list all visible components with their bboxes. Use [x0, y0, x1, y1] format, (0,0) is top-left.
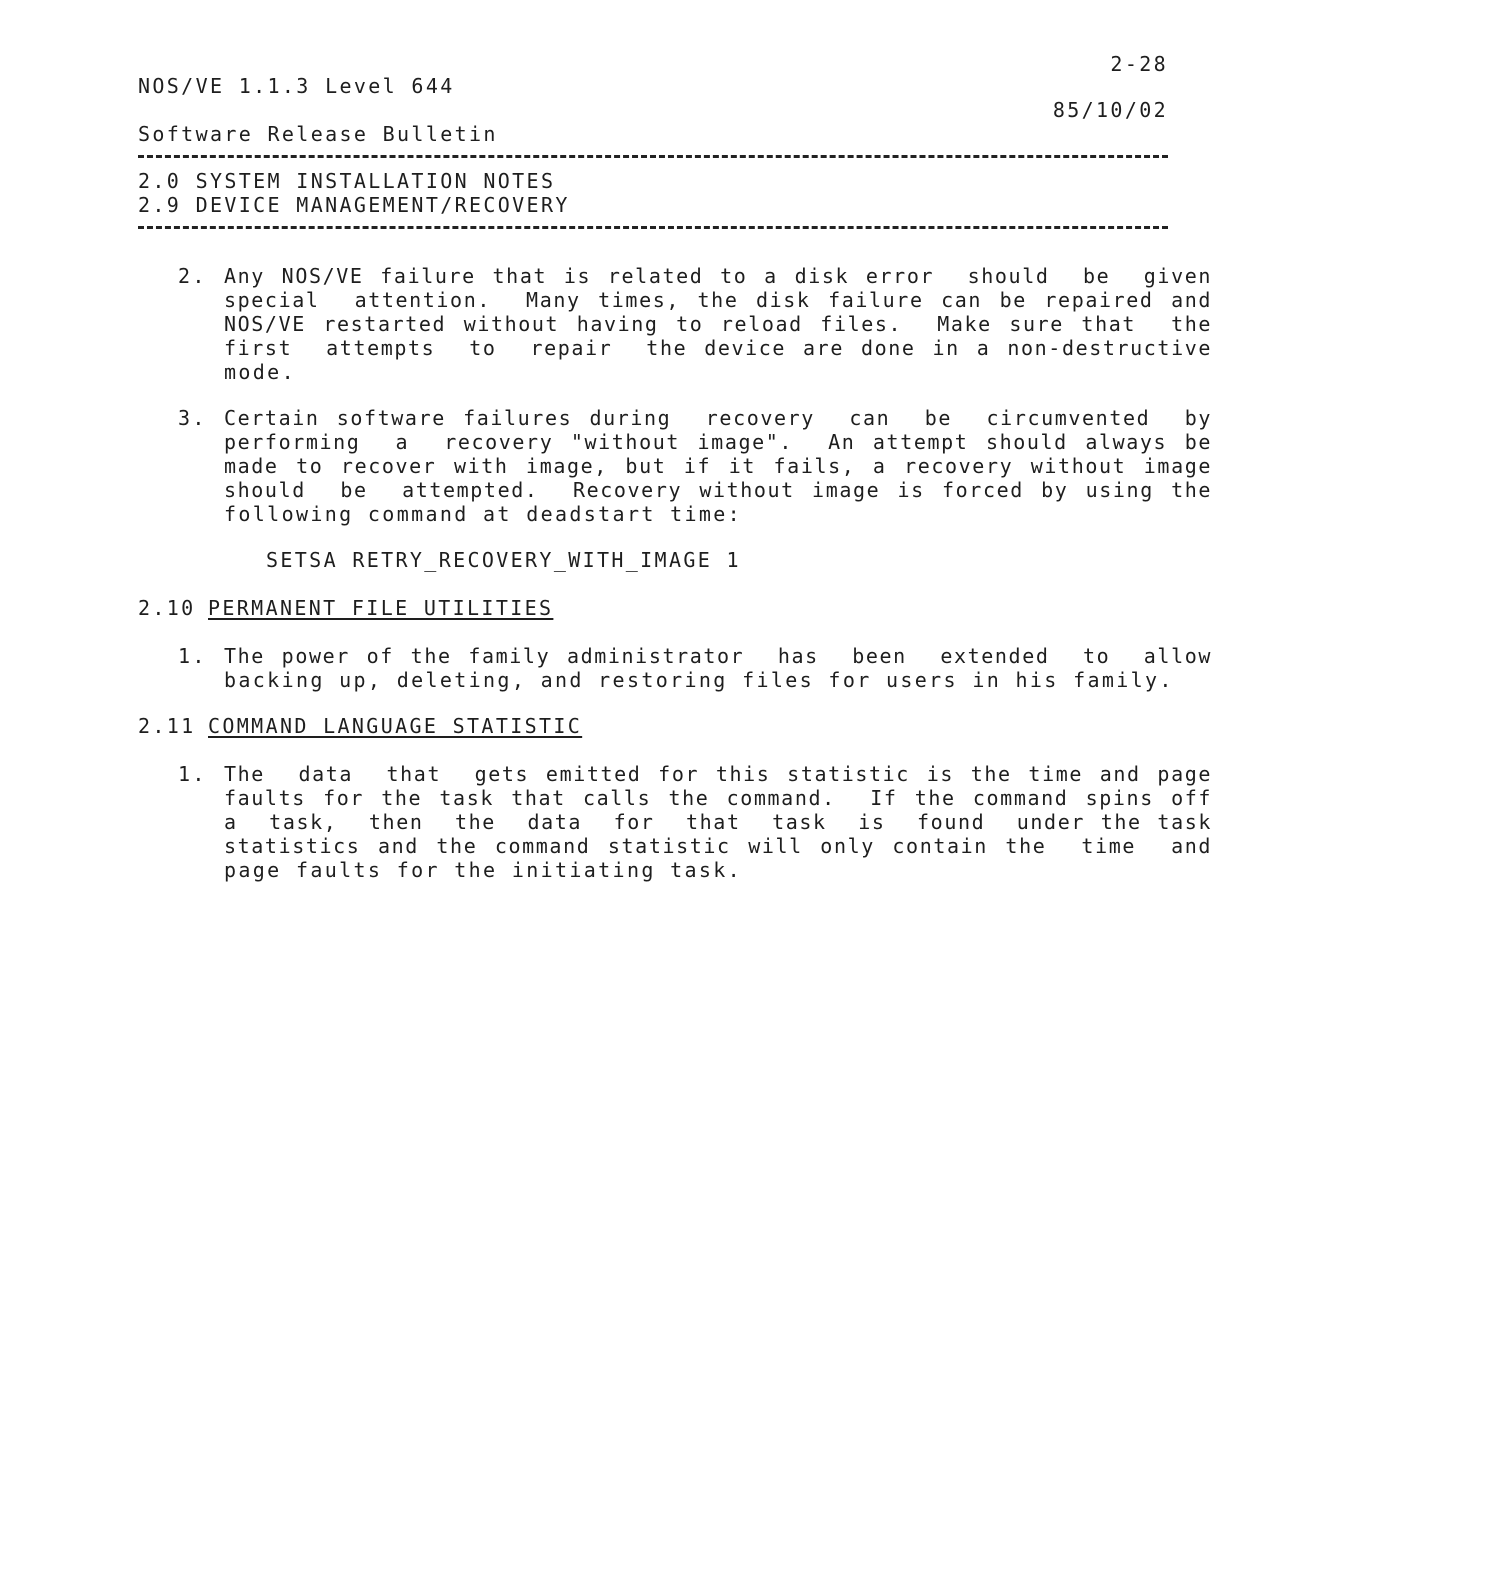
paragraph-line: first attempts to repair the device are done in a non-destructive — [224, 336, 1212, 360]
paragraph-line: NOS/VE restarted without having to reload files. Make sure that the — [224, 312, 1212, 336]
paragraph-line: statistics and the command statistic will only contain the time and — [224, 834, 1212, 858]
item-number: 2. — [178, 264, 207, 288]
paragraph-line: backing up, deleting, and restoring files for users in his family. — [224, 668, 1174, 692]
section-number: 2.11 — [138, 714, 196, 738]
paragraph-line: should be attempted. Recovery without image is forced by using the — [224, 478, 1212, 502]
paragraph-line: following command at deadstart time: — [224, 502, 743, 526]
paragraph-line: faults for the task that calls the command. If the command spins off — [224, 786, 1212, 810]
bulletin-title: Software Release Bulletin — [138, 122, 498, 146]
paragraph-line: page faults for the initiating task. — [224, 858, 743, 882]
paragraph-line: The power of the family administrator has been extended to allow — [224, 644, 1212, 668]
paragraph-line: mode. — [224, 360, 296, 384]
subsection-heading: 2.9 DEVICE MANAGEMENT/RECOVERY — [138, 193, 570, 217]
header-rule-bottom — [138, 226, 1168, 229]
section-number: 2.10 — [138, 596, 196, 620]
page-number: 2-28 — [1110, 52, 1168, 76]
section-title: COMMAND_LANGUAGE_STATISTIC — [208, 714, 583, 738]
paragraph-line: made to recover with image, but if it fails, a recovery without image — [224, 454, 1212, 478]
paragraph-line: Any NOS/VE failure that is related to a disk error should be given — [224, 264, 1212, 288]
product-version: NOS/VE 1.1.3 Level 644 — [138, 74, 455, 98]
item-number: 1. — [178, 762, 207, 786]
section-title: PERMANENT_FILE_UTILITIES — [208, 596, 554, 620]
paragraph-line: Certain software failures during recovery can be circumvented by — [224, 406, 1212, 430]
release-date: 85/10/02 — [1052, 98, 1168, 122]
item-number: 1. — [178, 644, 207, 668]
command-line: SETSA RETRY_RECOVERY_WITH_IMAGE 1 — [266, 548, 741, 572]
paragraph-line: The data that gets emitted for this statistic is the time and page — [224, 762, 1212, 786]
paragraph-line: special attention. Many times, the disk failure can be repaired and — [224, 288, 1212, 312]
header-rule-top — [138, 155, 1168, 158]
item-number: 3. — [178, 406, 207, 430]
section-heading: 2.0 SYSTEM INSTALLATION NOTES — [138, 169, 556, 193]
paragraph-line: performing a recovery "without image". An attempt should always be — [224, 430, 1212, 454]
paragraph-line: a task, then the data for that task is found under the task — [224, 810, 1212, 834]
